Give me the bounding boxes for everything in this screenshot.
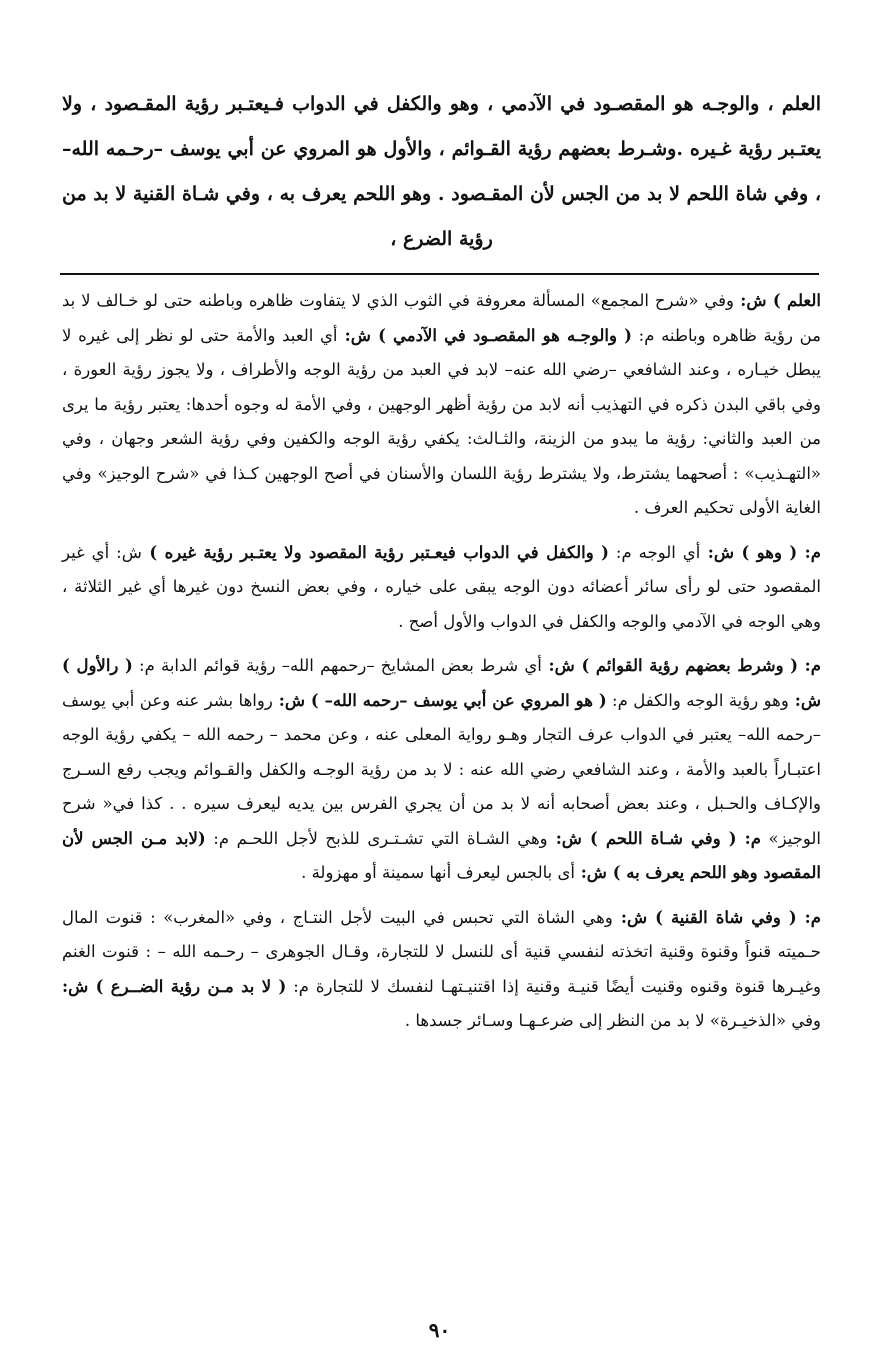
sharh-text: أى بالجس ليعرف أنها سمينة أو مهزولة . bbox=[301, 863, 575, 882]
sharh-text: وهي الشـاة التي تشـتـرى للذبح لأجل اللحـم م: bbox=[205, 828, 548, 848]
matn-quote: ( والكفل في الدواب فيعـتبر رؤية المقصود ولا يعتـبر رؤية غيره ) bbox=[141, 542, 609, 562]
sharh-text: وهي الشاة التي تحبس في البيت لأجل النتـاج ، وفي «المغرب» : قنوت المال حـميته قنواً وقنوة وقنية اتخذته لنفسي قنية أى للنسل لا للتجارة، وقـال الجوهرى – رحـمه الله – : قنوت الغنم وغيـرها قنوة وقنوه وقنيت أيضًا قنيـة وقنية إذا اقتنيـتهـا لنفسك لا للتجارة م: bbox=[62, 907, 821, 996]
matn-quote: (لابد مـن الجس لأن المقصود وهو اللحم يعرف به ) ش: bbox=[62, 828, 821, 882]
sharh-text: أي الوجه م: bbox=[608, 542, 701, 562]
sharh-text: وهو رؤية الوجه والكفل م: bbox=[606, 690, 789, 710]
matn-quote: ( رالأول ) ش: bbox=[62, 656, 821, 710]
matn-quote: م: ( وهو ) ش: bbox=[700, 542, 821, 562]
matn-quote: م: ( وشرط بعضهم رؤية القوائم ) ش: bbox=[541, 656, 821, 675]
sharh-text: ش: أي غير المقصود حتى لو رأى سائر أعضائه دون الوجه يبقى على خياره ، وفي بعض النسخ دون غيرها أي غير الثلاثة ، وهي الوجه في الآدمي والوجه والكفل في الدواب والأول أصح . bbox=[62, 542, 821, 631]
sharh-paragraph bbox=[62, 536, 821, 640]
matn-quote: ( لا بد مـن رؤية الضــرع ) ش: bbox=[62, 976, 287, 996]
matn-quote: ( والوجـه هو المقصـود في الآدمي ) ش: bbox=[337, 325, 632, 345]
separator-rule bbox=[60, 273, 819, 275]
matn-quote: م: ( وفي شـاة اللحم ) ش: bbox=[547, 828, 761, 848]
page-number: ٩٠ bbox=[428, 1318, 451, 1342]
matn-quote: م: ( وفي شاة القنية ) ش: bbox=[612, 907, 821, 927]
matn-quote: ( هو المروي عن أبي يوسف –رحمه الله– ) ش: bbox=[272, 690, 607, 710]
sharh-paragraph bbox=[62, 901, 821, 1039]
sharh-paragraph bbox=[62, 284, 821, 526]
sharh-text: وفي «شرح المجمع» المسألة معروفة في الثوب الذي لا يتفاوت ظاهره وباطنه حتى لو خـالف لا بد من رؤية ظاهره وباطنه م: bbox=[62, 291, 821, 345]
matn-text: العلم ، والوجـه هو المقصـود في الآدمي ، وهو والكفل في الدواب فـيعتـبر رؤية المقـصود ، ولا يعتـبر رؤية غـيره .وشـرط بعضهم رؤية القـوائم ، والأول هو المروي عن أبي يوسف –رحـمه الله– ، وفي شاة اللحم لا بد من الجس لأن المقـصود . وهو اللحم يعرف به ، وفي شـاة القنية لا بد من رؤية الضرع ، bbox=[62, 93, 821, 250]
sharh-text: رواها بشر عنه وعن أبي يوسف –رحمه الله– يعتبر في الدواب عرف التجار وهـو رواية المعلى عنه ، وعن محمد – رحمه الله – يكفي رؤية الوجه اعتبـاراً بالعبد والأمة ، وعند الشافعي رضي الله عنه : لا بد من رؤية الوجـه والكفل والقـوائم ويجب رفع السـرج والإكـاف والحـبل ، وعند بعض أصحابه أنه لا بد من أن يجري الفرس بين يديه ليعرف سيره . . كذا في« شرح الوجيز» bbox=[62, 690, 822, 848]
matn-quote: العلم ) ش: bbox=[733, 291, 821, 310]
sharh-text: وفي «الذخيـرة» لا بد من النظر إلى ضرعـهـا وسـائر جسدها . bbox=[404, 1011, 821, 1030]
sharh-text: أي شرط بعض المشايخ –رحمهم الله– رؤية قوائم الدابة م: bbox=[132, 656, 542, 675]
sharh-text: أي العبد والأمة حتى لو نظر إلى غيره لا يبطل خيـاره ، وعند الشافعي –رضي الله عنه– لابد في العبد من رؤية الوجه والأطراف ، ولا يجوز رؤية العورة ، وفي باقي البدن ذكره في التهذيب أنه لابد من رؤية أظهر الوجهين ، وفي الأمة له وجوه أحدها: يعتبر رؤية ما يرى من العبد والثاني: رؤية ما يبدو من الزينة، والثـالث: يكفي رؤية الوجه والكفين وفي رؤية الشعر وجهان ، وفي «التهـذيب» : أصحهما يشترط، ولا يشترط رؤية اللسان والأسنان في أصح الوجهين كـذا في «شرح الوجيز» وفي الغاية الأولى تحكيم العرف . bbox=[62, 325, 821, 517]
sharh-commentary bbox=[62, 284, 821, 1039]
sharh-paragraph bbox=[62, 649, 821, 891]
